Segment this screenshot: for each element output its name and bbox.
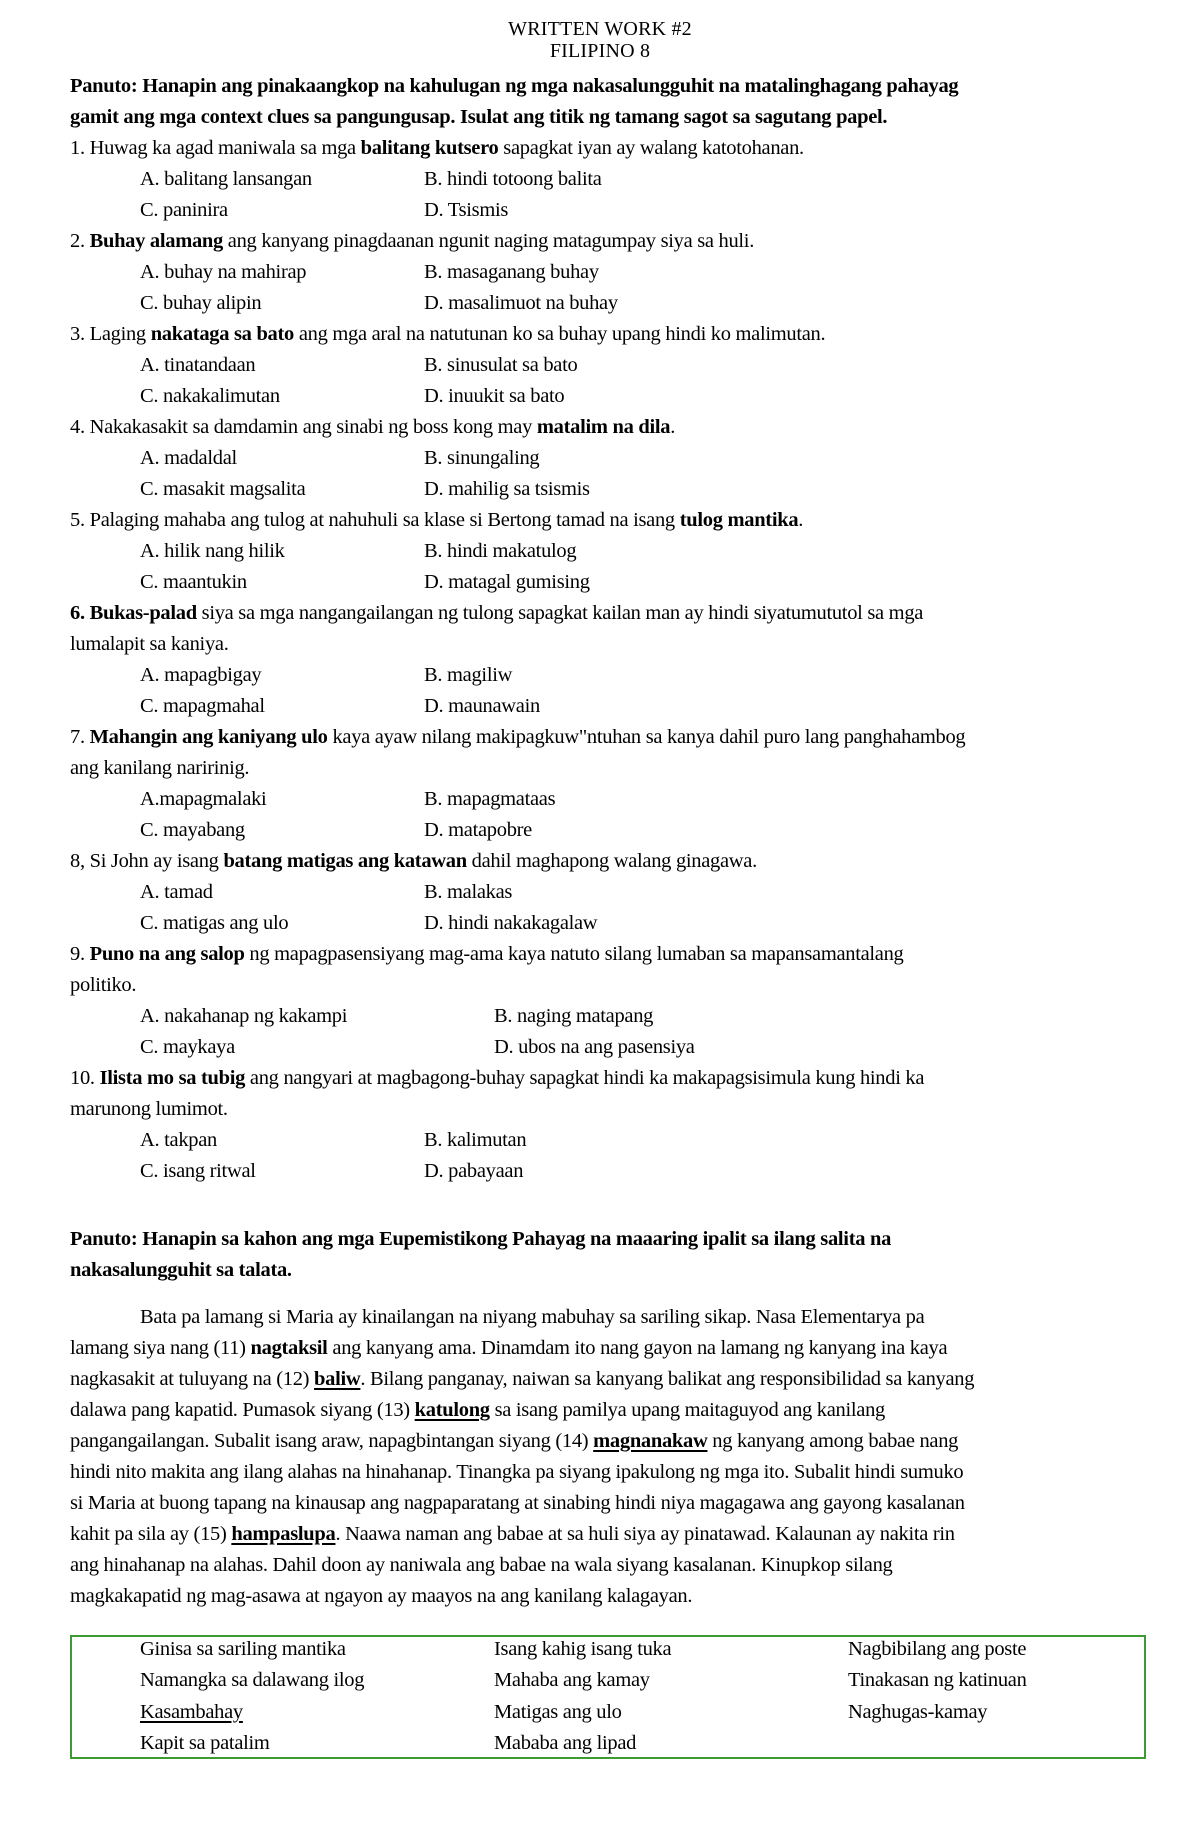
- question-5-choice-d: D. matagal gumising: [424, 571, 590, 593]
- word-box-item: Tinakasan ng katinuan: [848, 1669, 1027, 1691]
- paragraph-line-9: ang hinahanap na alahas. Dahil doon ay naniwala ang babae na wala siyang kasalanan. Kinupkop silang: [70, 1554, 893, 1576]
- paragraph-line-3-post: . Bilang panganay, naiwan sa kanyang balikat ang responsibilidad sa kanyang: [360, 1368, 975, 1390]
- question-2-idiom: Buhay alamang: [89, 230, 223, 252]
- paragraph-line-8: [70, 1519, 1160, 1550]
- paragraph-line-2-post: ang kanyang ama. Dinamdam ito nang gayon na lamang ng kanyang ina kaya: [327, 1337, 948, 1359]
- question-2-post: ang kanyang pinagdaanan ngunit naging matagumpay siya sa huli.: [222, 230, 755, 252]
- word-box-item: Namangka sa dalawang ilog: [140, 1669, 365, 1691]
- question-5-choice-c: C. maantukin: [140, 571, 247, 593]
- question-8-idiom: batang matigas ang katawan: [223, 850, 467, 872]
- part2-instruction-line1: Panuto: Hanapin sa kahon ang mga Eupemistikong Pahayag na maaaring ipalit sa ilang salita na: [70, 1228, 892, 1250]
- question-1-post: sapagkat iyan ay walang katotohanan.: [498, 137, 804, 159]
- question-9-idiom: Puno na ang salop: [89, 943, 245, 965]
- word-box-item: Matigas ang ulo: [494, 1701, 622, 1723]
- paragraph-line-7: si Maria at buong tapang na kinausap ang nagpaparatang at sinabing hindi niya magagawa ang gayong kasalanan: [70, 1492, 965, 1514]
- paragraph-line-5-pre: pangangailangan. Subalit isang araw, napagbintangan siyang (14): [70, 1430, 594, 1452]
- question-2-choice-d: D. masalimuot na buhay: [424, 292, 618, 314]
- paragraph-line-8-post: . Naawa naman ang babae at sa huli siya ay pinatawad. Kalaunan ay nakita rin: [335, 1523, 955, 1545]
- question-7-pre: 7.: [70, 726, 90, 748]
- question-9-choice-d: D. ubos na ang pasensiya: [494, 1036, 695, 1058]
- question-5-post: .: [798, 509, 804, 531]
- word-box-item: Ginisa sa sariling mantika: [140, 1638, 346, 1660]
- question-3-choice-d: D. inuukit sa bato: [424, 385, 565, 407]
- question-10-continuation: marunong lumimot.: [70, 1098, 228, 1120]
- question-1-idiom: balitang kutsero: [360, 137, 499, 159]
- question-6-choice-c: C. mapagmahal: [140, 695, 265, 717]
- question-9-continuation: politiko.: [70, 974, 137, 996]
- question-9-choice-a: A. nakahanap ng kakampi: [140, 1005, 348, 1027]
- paragraph-line-4-post: sa isang pamilya upang maitaguyod ang kanilang: [489, 1399, 885, 1421]
- question-3-pre: 3. Laging: [70, 323, 151, 345]
- question-7-choice-d: D. matapobre: [424, 819, 532, 841]
- paragraph-line-5-post: ng kanyang among babae nang: [707, 1430, 959, 1452]
- question-10: [70, 1063, 1160, 1094]
- question-10-choice-b: B. kalimutan: [424, 1129, 527, 1151]
- question-1-choice-d: D. Tsismis: [424, 199, 509, 221]
- paragraph-line-3-pre: nagkasakit at tuluyang na (12): [70, 1368, 315, 1390]
- paragraph-line-2-pre: lamang siya nang (11): [70, 1337, 251, 1359]
- question-6-choice-a: A. mapagbigay: [140, 664, 262, 686]
- question-2-choice-b: B. masaganang buhay: [424, 261, 599, 283]
- question-3-idiom: nakataga sa bato: [150, 323, 294, 345]
- question-7-choice-a: A.mapagmalaki: [140, 788, 267, 810]
- question-3-post: ang mga aral na natutunan ko sa buhay upang hindi ko malimutan.: [294, 323, 826, 345]
- word-box-item: Naghugas-kamay: [848, 1701, 988, 1723]
- word-box-item: Nagbibilang ang poste: [848, 1638, 1027, 1660]
- question-3-choice-a: A. tinatandaan: [140, 354, 256, 376]
- question-1-choice-a: A. balitang lansangan: [140, 168, 312, 190]
- question-4-post: .: [670, 416, 676, 438]
- question-9: [70, 939, 1160, 970]
- question-1-choice-b: B. hindi totoong balita: [424, 168, 602, 190]
- word-box-item: Kasambahay: [140, 1701, 243, 1723]
- question-6-choice-b: B. magiliw: [424, 664, 513, 686]
- question-7-choice-c: C. mayabang: [140, 819, 245, 841]
- question-8-pre: 8, Si John ay isang: [70, 850, 224, 872]
- question-5-pre: 5. Palaging mahaba ang tulog at nahuhuli sa klase si Bertong tamad na isang: [70, 509, 680, 531]
- question-1: [70, 133, 1160, 164]
- question-1-pre: 1. Huwag ka agad maniwala sa mga: [70, 137, 361, 159]
- question-4-choice-b: B. sinungaling: [424, 447, 540, 469]
- question-8-choice-a: A. tamad: [140, 881, 213, 903]
- question-7-idiom: Mahangin ang kaniyang ulo: [89, 726, 328, 748]
- underlined-word-15: hampaslupa: [231, 1523, 336, 1545]
- question-9-pre: 9.: [70, 943, 90, 965]
- question-3-choice-b: B. sinusulat sa bato: [424, 354, 578, 376]
- question-4-choice-d: D. mahilig sa tsismis: [424, 478, 590, 500]
- question-2-pre: 2.: [70, 230, 90, 252]
- word-box-item: Mahaba ang kamay: [494, 1669, 650, 1691]
- question-5: [70, 505, 1160, 536]
- question-8-choice-d: D. hindi nakakagalaw: [424, 912, 598, 934]
- word-box-item: Mababa ang lipad: [494, 1732, 637, 1754]
- word-box-item: Isang kahig isang tuka: [494, 1638, 672, 1660]
- question-4: [70, 412, 1160, 443]
- question-7-continuation: ang kanilang naririnig.: [70, 757, 250, 779]
- question-5-choice-a: A. hilik nang hilik: [140, 540, 285, 562]
- question-6-choice-d: D. maunawain: [424, 695, 540, 717]
- question-2-choice-a: A. buhay na mahirap: [140, 261, 307, 283]
- paragraph-line-4-pre: dalawa pang kapatid. Pumasok siyang (13): [70, 1399, 415, 1421]
- question-3: [70, 319, 1160, 350]
- paragraph-line-4: [70, 1395, 1160, 1426]
- question-10-post: ang nangyari at magbagong-buhay sapagkat hindi ka makapagsisimula kung hindi ka: [245, 1067, 925, 1089]
- question-6-post: siya sa mga nangangailangan ng tulong sapagkat kailan man ay hindi siyatumututol sa mga: [196, 602, 924, 624]
- question-8-choice-c: C. matigas ang ulo: [140, 912, 289, 934]
- question-3-choice-c: C. nakakalimutan: [140, 385, 280, 407]
- part1-instruction-line1: Panuto: Hanapin ang pinakaangkop na kahulugan ng mga nakasalungguhit na matalinghagang pahayag: [70, 75, 959, 97]
- question-2-choice-c: C. buhay alipin: [140, 292, 262, 314]
- paragraph-line-10: magkakapatid ng mag-asawa at ngayon ay maayos na ang kanilang kalagayan.: [70, 1585, 693, 1607]
- question-10-choice-c: C. isang ritwal: [140, 1160, 256, 1182]
- question-9-choice-b: B. naging matapang: [494, 1005, 654, 1027]
- question-8-post: dahil maghapong walang ginagawa.: [466, 850, 757, 872]
- question-10-pre: 10.: [70, 1067, 100, 1089]
- question-4-choice-c: C. masakit magsalita: [140, 478, 306, 500]
- part1-instruction-line2: gamit ang mga context clues sa pangungusap. Isulat ang titik ng tamang sagot sa sagutang papel.: [70, 106, 888, 128]
- word-choice-box: [70, 1635, 1146, 1759]
- question-8-choice-b: B. malakas: [424, 881, 513, 903]
- question-2: [70, 226, 1160, 257]
- question-6: [70, 598, 1160, 629]
- question-9-post: ng mapagpasensiyang mag-ama kaya natuto silang lumaban sa mapansamantalang: [244, 943, 904, 965]
- paragraph-line-6: hindi nito makita ang ilang alahas na hinahanap. Tinangka pa siyang ipakulong ng mga ito. Subalit hindi sumuko: [70, 1461, 964, 1483]
- question-4-idiom: matalim na dila: [536, 416, 671, 438]
- question-5-idiom: tulog mantika: [679, 509, 799, 531]
- part2-instruction-line2: nakasalungguhit sa talata.: [70, 1259, 292, 1281]
- question-5-choice-b: B. hindi makatulog: [424, 540, 577, 562]
- paragraph-line-1: Bata pa lamang si Maria ay kinailangan na niyang mabuhay sa sariling sikap. Nasa Elementarya pa: [140, 1306, 925, 1328]
- question-6-continuation: lumalapit sa kaniya.: [70, 633, 229, 655]
- underlined-word-11: nagtaksil: [250, 1337, 328, 1359]
- paragraph-line-2: [70, 1333, 1160, 1364]
- question-4-choice-a: A. madaldal: [140, 447, 237, 469]
- paragraph-line-5: [70, 1426, 1160, 1457]
- question-7-post: kaya ayaw nilang makipagkuw"ntuhan sa kanya dahil puro lang panghahambog: [327, 726, 966, 748]
- question-9-choice-c: C. maykaya: [140, 1036, 235, 1058]
- question-4-pre: 4. Nakakasakit sa damdamin ang sinabi ng boss kong may: [70, 416, 537, 438]
- question-1-choice-c: C. paninira: [140, 199, 228, 221]
- underlined-word-12: baliw: [314, 1368, 361, 1390]
- underlined-word-14: magnanakaw: [593, 1430, 708, 1452]
- underlined-word-13: katulong: [414, 1399, 490, 1421]
- worksheet-subtitle: FILIPINO 8: [549, 40, 651, 62]
- question-10-idiom: Ilista mo sa tubig: [99, 1067, 246, 1089]
- word-box-item: Kapit sa patalim: [140, 1732, 270, 1754]
- question-7: [70, 722, 1160, 753]
- question-6-idiom: 6. Bukas-palad: [70, 602, 197, 624]
- question-10-choice-d: D. pabayaan: [424, 1160, 524, 1182]
- paragraph-line-3: [70, 1364, 1160, 1395]
- question-7-choice-b: B. mapagmataas: [424, 788, 556, 810]
- question-10-choice-a: A. takpan: [140, 1129, 217, 1151]
- question-8: [70, 846, 1160, 877]
- paragraph-line-8-pre: kahit pa sila ay (15): [70, 1523, 232, 1545]
- worksheet-title: WRITTEN WORK #2: [508, 18, 692, 40]
